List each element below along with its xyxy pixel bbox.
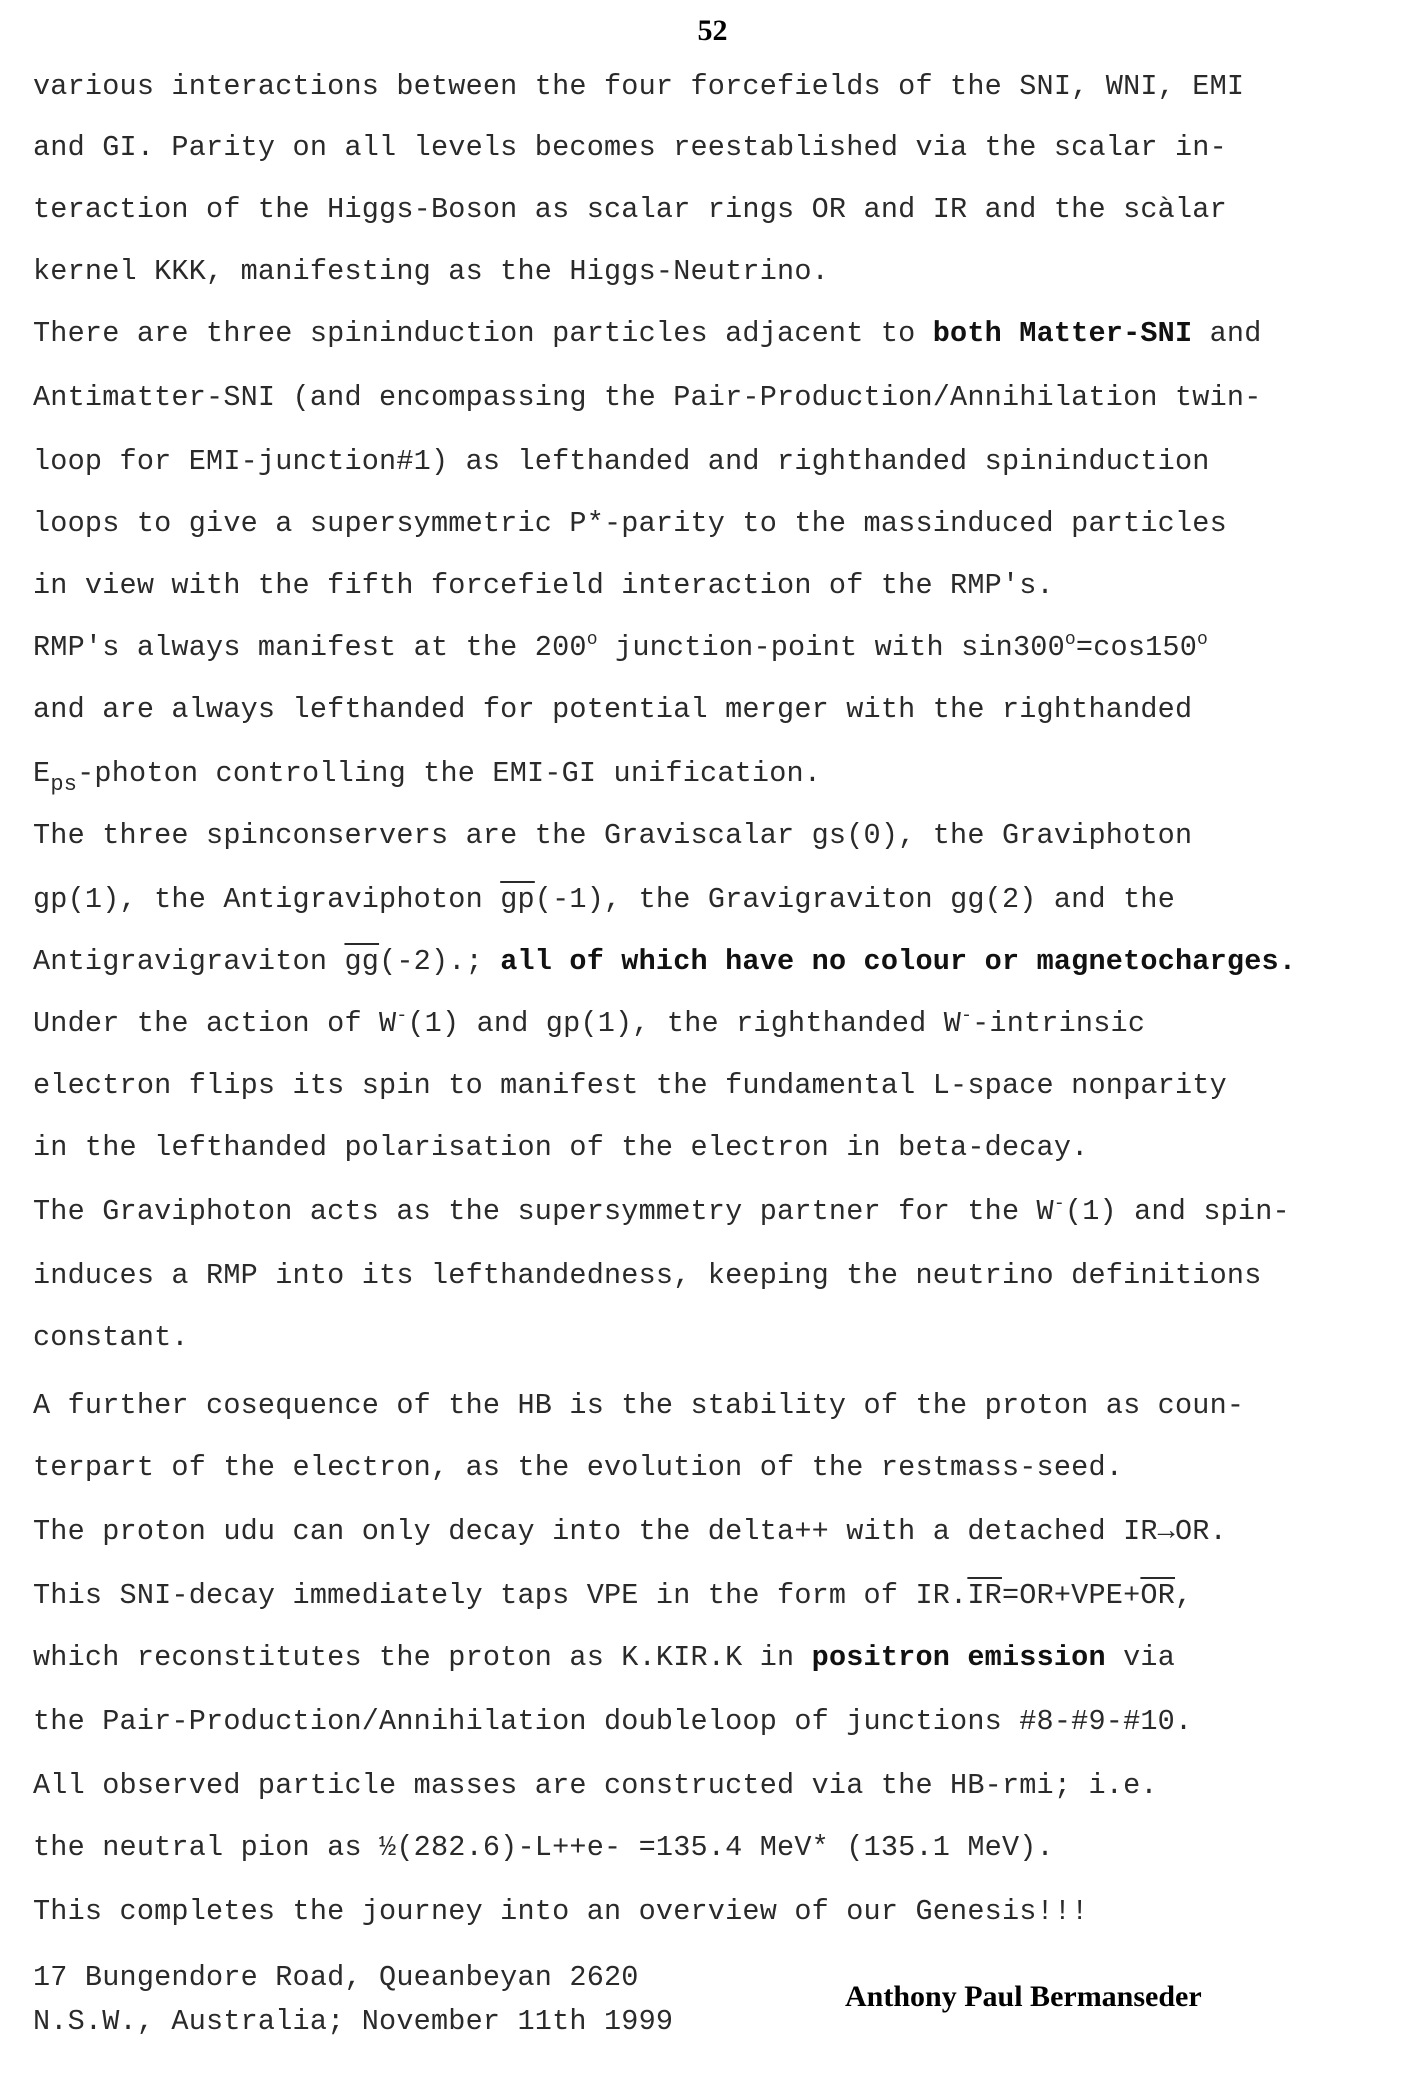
text-line: Antigravigraviton $\overline{gg}(-2)$.; all of which have no colour or magnetocharges. [33,945,1297,978]
text-line: various interactions between the four forcefields of the SNI, WNI, EMI [33,70,1245,103]
text-line: and are always lefthanded for potential merger with the righthanded [33,693,1193,726]
text-line: induces a RMP into its lefthandedness, keeping the neutrino definitions [33,1259,1262,1292]
text-line: terpart of the electron, as the evolution of the restmass-seed. [33,1451,1124,1484]
text-line: and GI. Parity on all levels becomes reestablished via the scalar in- [33,131,1227,164]
text-line: electron flips its spin to manifest the fundamental L-space nonparity [33,1069,1227,1102]
text-line: constant. [33,1321,189,1354]
text-line: the neutral pion as ½(282.6)-L++e- =135.4 MeV* (135.1 MeV). [33,1831,1054,1864]
text-line: This SNI-decay immediately taps VPE in the form of $IR.\overline{IR}=OR+VPE+\overline{OR}$, [33,1579,1193,1612]
author-signature: Anthony Paul Bermanseder [845,1980,1202,2013]
text-line: teraction of the Higgs-Boson as scalar rings OR and IR and the scàlar [33,193,1227,226]
text-line: kernel KKK, manifesting as the Higgs-Neutrino. [33,255,829,288]
address-line-1: 17 Bungendore Road, Queanbeyan 2620 [33,1961,639,1994]
text-line: loop for EMI-junction#1) as lefthanded and righthanded spininduction [33,445,1210,478]
text-line: The Graviphoton acts as the supersymmetry partner for the W-(1) and spin- [33,1194,1290,1228]
text-line: Under the action of W-(1) and gp(1), the righthanded W--intrinsic [33,1006,1146,1040]
text-line: in view with the fifth forcefield interaction of the RMP's. [33,569,1054,602]
text-line: The three spinconservers are the Graviscalar gs(0), the Graviphoton [33,819,1193,852]
text-line: $E_{ps}$-photon controlling the EMI-GI unification. [33,757,822,797]
text-line: loops to give a supersymmetric P*-parity to the massinduced particles [33,507,1227,540]
text-line: in the lefthanded polarisation of the electron in beta-decay. [33,1131,1089,1164]
text-line: All observed particle masses are constructed via the HB-rmi; i.e. [33,1769,1158,1802]
text-line: gp(1), the Antigraviphoton $\overline{gp}(-1)$, the Gravigraviton gg(2) and the [33,883,1175,916]
text-line: This completes the journey into an overview of our Genesis!!! [33,1895,1089,1928]
text-line: The proton udu can only decay into the delta++ with a detached IR→OR. [33,1515,1227,1548]
address-line-2: N.S.W., Australia; November 11th 1999 [33,2005,674,2038]
text-line: Antimatter-SNI (and encompassing the Pair-Production/Annihilation twin- [33,381,1262,414]
text-line: A further cosequence of the HB is the stability of the proton as coun- [33,1389,1245,1422]
text-line: the Pair-Production/Annihilation doubleloop of junctions #8-#9-#10. [33,1705,1193,1738]
text-line: RMP's always manifest at the 200$^o$ junction-point with $\sin 300^o=\cos 150^o$ [33,630,1209,664]
text-line: which reconstitutes the proton as K.KIR.K in positron emission via [33,1641,1176,1674]
page-number: 52 [697,14,728,47]
text-line: There are three spininduction particles adjacent to both Matter-SNI and [33,317,1262,350]
